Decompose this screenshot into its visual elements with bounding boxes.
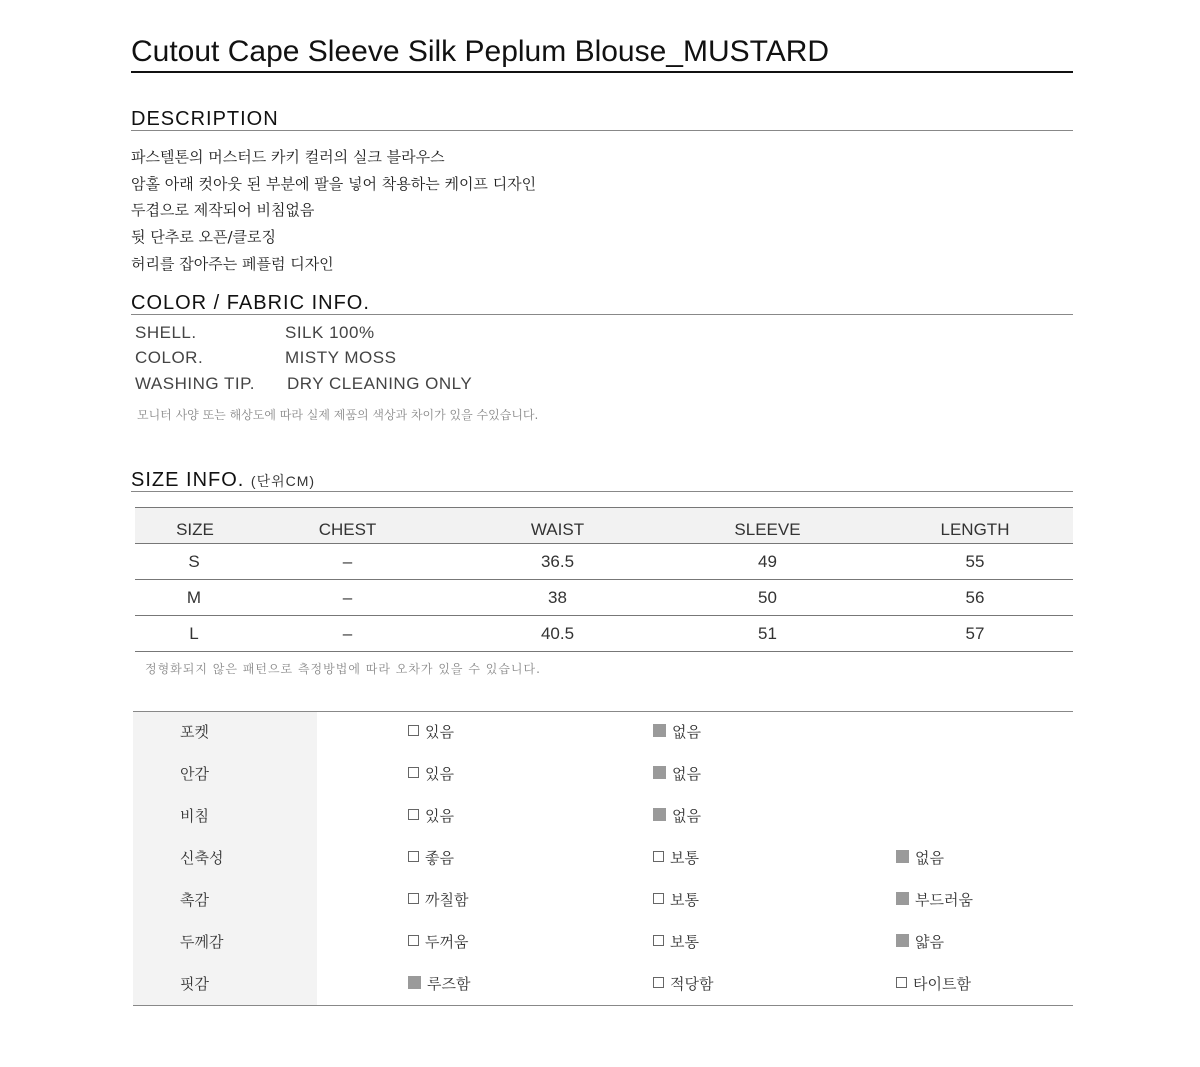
attribute-name: 두께감 (180, 933, 224, 951)
attribute-option (653, 922, 699, 962)
attribute-option (896, 922, 944, 962)
table-row (135, 616, 1073, 652)
chest-cell: – (342, 588, 353, 607)
attribute-option-label: 부드러움 (915, 891, 973, 909)
attribute-row (133, 838, 1073, 880)
attribute-option (408, 754, 454, 794)
unchecked-box-icon (653, 893, 664, 904)
waist-cell: 36.5 (540, 552, 575, 571)
attribute-option (896, 964, 971, 1004)
unchecked-box-icon (408, 725, 419, 736)
product-attributes (133, 711, 1073, 1006)
unchecked-box-icon (653, 851, 664, 862)
unchecked-box-icon (653, 935, 664, 946)
chest-cell: – (342, 552, 353, 571)
checked-box-icon (408, 976, 421, 989)
fabric-value-shell: SILK 100% (285, 323, 375, 342)
description-line: 두겹으로 제작되어 비침없음 (131, 201, 315, 219)
sleeve-cell: 51 (758, 624, 777, 643)
attribute-option (408, 838, 454, 878)
description-line: 파스텔톤의 머스터드 카키 컬러의 실크 블라우스 (131, 148, 445, 166)
size-table-header (135, 507, 1073, 544)
attribute-option-label: 있음 (425, 723, 454, 741)
unchecked-box-icon (408, 851, 419, 862)
length-cell: 56 (965, 588, 985, 607)
size-heading-text: SIZE INFO. (131, 469, 245, 491)
attribute-option (653, 964, 713, 1004)
attribute-option-label: 보통 (670, 891, 699, 909)
attribute-option (408, 922, 468, 962)
attribute-row (133, 964, 1073, 1006)
size-cell: L (189, 624, 199, 643)
color-notice: 모니터 사양 또는 해상도에 따라 실제 제품의 색상과 차이가 있을 수있습니다. (137, 408, 539, 422)
column-header-size: SIZE (176, 520, 214, 539)
attribute-option-label: 있음 (425, 765, 454, 783)
attribute-option-label: 좋음 (425, 849, 454, 867)
unchecked-box-icon (408, 893, 419, 904)
attribute-row (133, 880, 1073, 922)
fabric-heading: COLOR / FABRIC INFO. (131, 292, 1073, 315)
size-table (135, 507, 1073, 652)
attribute-name: 촉감 (180, 891, 209, 909)
checked-box-icon (896, 934, 909, 947)
description-line: 뒷 단추로 오픈/클로징 (131, 228, 277, 246)
unchecked-box-icon (896, 977, 907, 988)
attribute-option-label: 보통 (670, 933, 699, 951)
length-cell: 57 (965, 624, 985, 643)
sleeve-cell: 50 (758, 588, 777, 607)
chest-cell: – (342, 624, 353, 643)
attribute-option-label: 적당함 (670, 975, 714, 993)
waist-cell: 38 (548, 588, 567, 607)
attribute-option (653, 754, 701, 794)
unchecked-box-icon (408, 935, 419, 946)
checked-box-icon (896, 850, 909, 863)
attribute-option (896, 838, 944, 878)
product-title: Cutout Cape Sleeve Silk Peplum Blouse_MUSTARD (131, 33, 1073, 73)
attribute-option-label: 까칠함 (425, 891, 469, 909)
column-header-sleeve: SLEEVE (734, 520, 801, 539)
table-row (135, 544, 1073, 580)
attribute-option-label: 없음 (672, 765, 701, 783)
size-unit: (단위CM) (250, 473, 316, 489)
fabric-label-washing: WASHING TIP. (135, 374, 255, 393)
length-cell: 55 (965, 552, 985, 571)
attribute-name: 포켓 (180, 723, 209, 741)
column-header-length: LENGTH (940, 520, 1010, 539)
attribute-name: 신축성 (180, 849, 224, 867)
measurement-notice: 정형화되지 않은 패턴으로 측정방법에 따라 오차가 있을 수 있습니다. (145, 662, 541, 676)
description-line: 허리를 잡아주는 페플럼 디자인 (131, 255, 334, 273)
column-header-chest: CHEST (318, 520, 377, 539)
unchecked-box-icon (408, 767, 419, 778)
attribute-option-label: 없음 (672, 723, 701, 741)
attribute-option (408, 964, 470, 1004)
attribute-option (408, 796, 454, 836)
waist-cell: 40.5 (540, 624, 575, 643)
fabric-value-color: MISTY MOSS (285, 348, 397, 367)
checked-box-icon (653, 808, 666, 821)
size-cell: M (186, 588, 202, 607)
attribute-row (133, 922, 1073, 964)
checked-box-icon (653, 766, 666, 779)
attribute-option-label: 보통 (670, 849, 699, 867)
attribute-row (133, 796, 1073, 838)
attribute-row (133, 712, 1073, 754)
description-line: 암홀 아래 컷아웃 된 부분에 팔을 넣어 착용하는 케이프 디자인 (131, 175, 537, 193)
column-header-waist: WAIST (530, 520, 585, 539)
fabric-value-washing: DRY CLEANING ONLY (287, 374, 473, 393)
attribute-option-label: 없음 (915, 849, 944, 867)
attribute-name: 비침 (180, 807, 209, 825)
fabric-label-color: COLOR. (135, 348, 204, 367)
attribute-option (653, 880, 699, 920)
attribute-option (653, 712, 701, 752)
attribute-option-label: 타이트함 (913, 975, 971, 993)
attribute-option-label: 없음 (672, 807, 701, 825)
unchecked-box-icon (408, 809, 419, 820)
size-heading (131, 469, 1073, 492)
attribute-option-label: 있음 (425, 807, 454, 825)
checked-box-icon (896, 892, 909, 905)
attribute-option (408, 712, 454, 752)
attribute-option (653, 838, 699, 878)
table-row (135, 580, 1073, 616)
description-heading: DESCRIPTION (131, 108, 1073, 131)
size-cell: S (188, 552, 200, 571)
attribute-row (133, 754, 1073, 796)
unchecked-box-icon (653, 977, 664, 988)
attribute-name: 핏감 (180, 975, 209, 993)
sleeve-cell: 49 (758, 552, 777, 571)
attribute-option (408, 880, 468, 920)
attribute-name: 안감 (180, 765, 209, 783)
fabric-label-shell: SHELL. (135, 323, 197, 342)
attribute-option (653, 796, 701, 836)
attribute-option-label: 얇음 (915, 933, 944, 951)
attribute-option (896, 880, 973, 920)
checked-box-icon (653, 724, 666, 737)
attribute-option-label: 루즈함 (427, 975, 471, 993)
attribute-option-label: 두꺼움 (425, 933, 469, 951)
